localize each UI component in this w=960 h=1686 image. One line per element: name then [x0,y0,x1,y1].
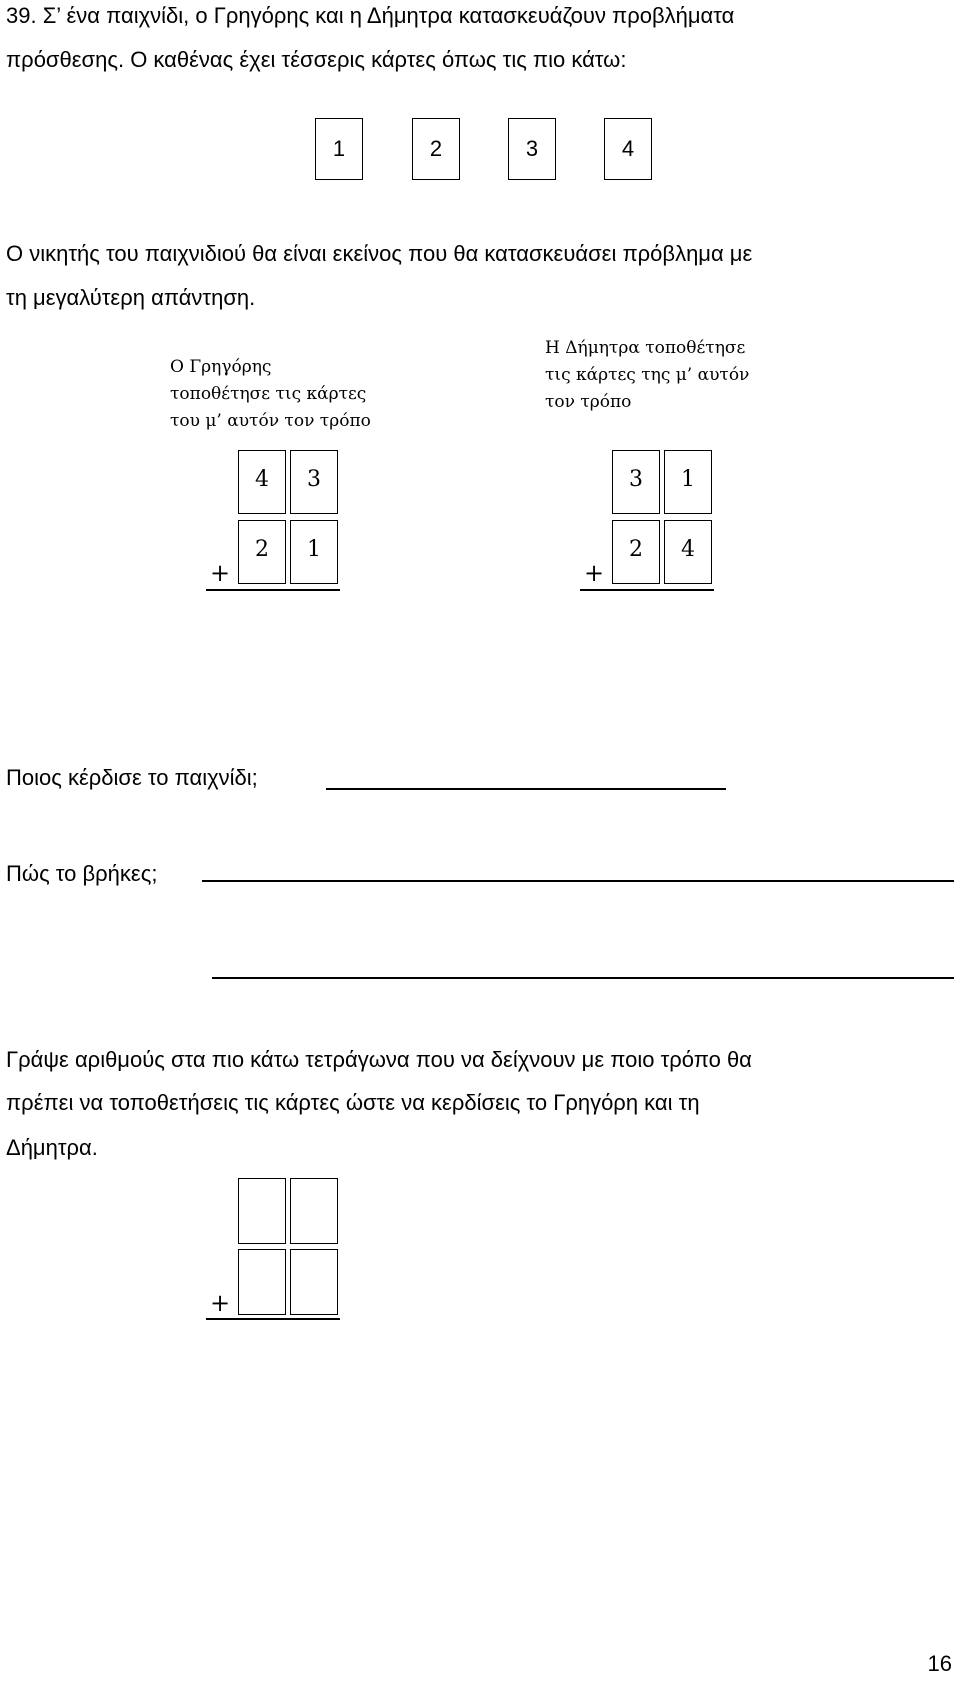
dimitra-bottom-ones: 4 [664,520,712,584]
intro-line-2: πρόσθεσης. Ο καθένας έχει τέσσερις κάρτες όπως τις πιο κάτω: [6,47,627,72]
dimitra-top-tens: 3 [612,450,660,514]
grigoris-top-ones: 3 [290,450,338,514]
write-line-1: Γράψε αριθμούς στα πιο κάτω τετράγωνα που να δείχνουν με ποιο τρόπο θα [6,1047,752,1072]
winner-line-2: τη μεγαλύτερη απάντηση. [6,285,256,310]
question-how-found: Πώς το βρήκες; [6,861,158,886]
card-3: 3 [508,118,556,180]
grigoris-plus-sign: + [210,559,231,587]
grigoris-caption-3: του μ’ αυτόν τον τρόπο [170,411,371,431]
grigoris-caption-1: Ο Γρηγόρης [170,357,272,377]
answer-line-how-found-1[interactable] [202,880,954,882]
blank-sum-line [206,1318,340,1320]
dimitra-sum-line [580,589,714,591]
dimitra-top-ones: 1 [664,450,712,514]
write-line-3: Δήμητρα. [6,1135,98,1160]
card-1: 1 [315,118,363,180]
winner-line-1: Ο νικητής του παιχνιδιού θα είναι εκείνος που θα κατασκευάσει πρόβλημα με [6,241,753,266]
intro-line-1: 39. Σ’ ένα παιχνίδι, ο Γρηγόρης και η Δήμητρα κατασκευάζουν προβλήματα [6,3,735,28]
answer-line-how-found-2[interactable] [212,977,954,979]
dimitra-plus-sign: + [584,559,605,587]
dimitra-caption-3: τον τρόπο [545,392,632,412]
grigoris-bottom-tens: 2 [238,520,286,584]
grigoris-caption-2: τοποθέτησε τις κάρτες [170,384,367,404]
card-2: 2 [412,118,460,180]
question-who-won: Ποιος κέρδισε το παιχνίδι; [6,765,258,790]
grigoris-top-tens: 4 [238,450,286,514]
dimitra-bottom-tens: 2 [612,520,660,584]
card-4: 4 [604,118,652,180]
grigoris-bottom-ones: 1 [290,520,338,584]
blank-top-tens-box[interactable] [238,1178,286,1244]
page-number: 16 [927,1651,952,1676]
blank-bottom-ones-box[interactable] [290,1249,338,1315]
grigoris-sum-line [206,589,340,591]
blank-top-ones-box[interactable] [290,1178,338,1244]
dimitra-caption-2: τις κάρτες της μ’ αυτόν [545,365,750,385]
blank-bottom-tens-box[interactable] [238,1249,286,1315]
blank-plus-sign: + [210,1289,231,1317]
answer-line-who-won[interactable] [326,788,726,790]
dimitra-caption-1: Η Δήμητρα τοποθέτησε [545,338,746,358]
write-line-2: πρέπει να τοποθετήσεις τις κάρτες ώστε να κερδίσεις το Γρηγόρη και τη [6,1090,700,1115]
